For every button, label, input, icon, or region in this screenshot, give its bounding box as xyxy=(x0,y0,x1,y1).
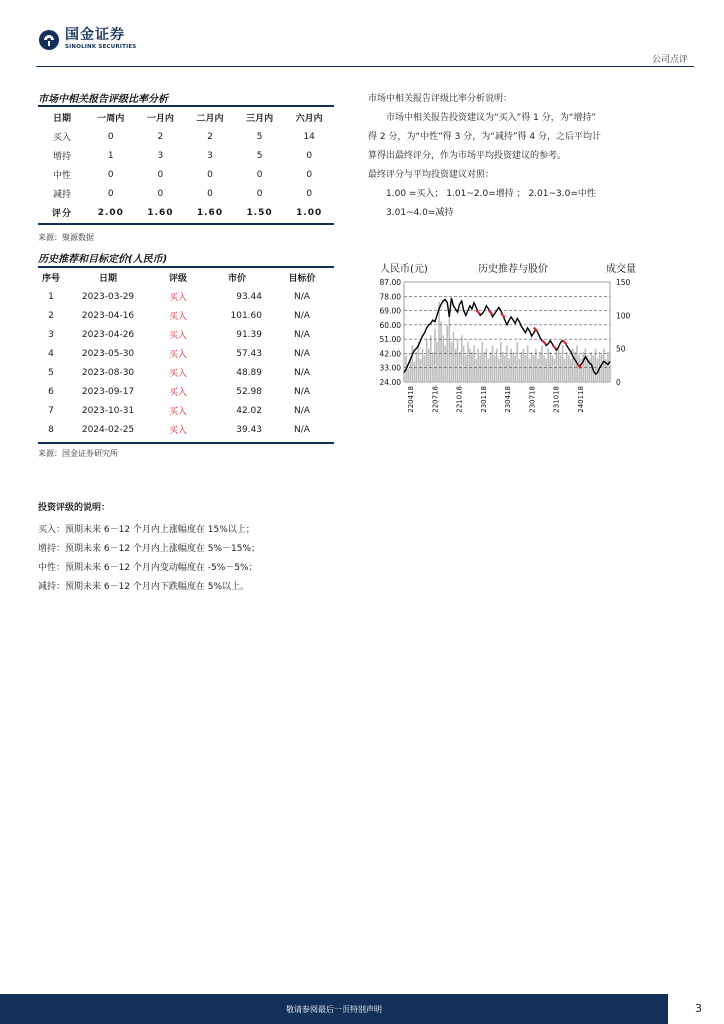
volume-bar xyxy=(554,359,556,382)
investment-rating-notes xyxy=(38,500,260,597)
volume-bar xyxy=(461,335,463,382)
volume-bar xyxy=(481,342,483,382)
rating-cell: 买入 xyxy=(168,350,187,360)
row-number: 5 xyxy=(48,367,54,378)
price-cell: 39.43 xyxy=(236,424,262,435)
footer-disclaimer: 敬请参阅最后一页特别声明 xyxy=(286,1005,382,1014)
volume-bar xyxy=(432,352,434,382)
volume-bar xyxy=(449,315,451,382)
price-cell: 101.60 xyxy=(230,310,262,321)
chart-ylabel-left: 人民币(元) xyxy=(380,264,428,275)
volume-bar xyxy=(539,352,541,382)
y-tick-label: 51.00 xyxy=(379,335,401,345)
table-cell: 0 xyxy=(107,131,114,142)
page-number: 3 xyxy=(695,1002,702,1015)
column-header: 目标价 xyxy=(288,274,316,284)
volume-bar xyxy=(574,352,576,382)
volume-bar xyxy=(562,345,564,382)
column-header: 六月内 xyxy=(295,114,323,124)
table-cell: 14 xyxy=(303,131,315,142)
column-header: 日期 xyxy=(98,274,117,284)
y-tick-label: 33.00 xyxy=(379,363,401,373)
table-row xyxy=(38,382,334,401)
chart-plot-area xyxy=(380,278,631,413)
volume-bar xyxy=(484,352,486,382)
target-cell: N/A xyxy=(294,329,310,340)
volume-bar xyxy=(529,359,531,382)
volume-bar xyxy=(545,359,547,382)
volume-bar xyxy=(500,342,502,382)
volume-bar xyxy=(564,359,566,382)
table-cell: 0 xyxy=(107,169,114,180)
volume-bar xyxy=(560,355,562,382)
table-header-row xyxy=(38,108,334,127)
rating-cell: 买入 xyxy=(168,331,187,341)
header-divider xyxy=(36,66,694,67)
rating-stats-table xyxy=(38,108,334,222)
date-cell: 2023-05-30 xyxy=(81,348,135,359)
volume-bar xyxy=(494,355,496,382)
price-cell: 52.98 xyxy=(236,386,262,397)
buy-recommendation-marker xyxy=(542,340,546,344)
table-cell: 5 xyxy=(256,150,263,161)
page-header xyxy=(0,0,724,68)
table-cell: 5 xyxy=(256,131,263,142)
row-number: 4 xyxy=(48,348,54,359)
row-number: 2 xyxy=(48,310,54,321)
volume-bar xyxy=(473,345,475,382)
volume-bar xyxy=(490,352,492,382)
volume-bar xyxy=(556,352,558,382)
volume-tick-label: 0 xyxy=(616,378,621,387)
x-tick-label: 230718 xyxy=(528,386,537,413)
row-label: 减持 xyxy=(52,190,71,200)
table-cell: 0 xyxy=(157,169,164,180)
volume-bar xyxy=(451,342,453,382)
table-row xyxy=(38,401,334,420)
volume-bar xyxy=(543,355,545,382)
volume-bar xyxy=(519,359,521,382)
volume-tick-label: 150 xyxy=(616,278,631,287)
target-cell: N/A xyxy=(294,348,310,359)
y-tick-label: 60.00 xyxy=(379,320,401,330)
volume-bar xyxy=(609,355,611,382)
price-cell: 42.02 xyxy=(236,405,262,416)
volume-tick-label: 100 xyxy=(616,311,631,321)
chart-title: 历史推荐与股价 xyxy=(478,264,548,275)
volume-bar xyxy=(541,345,543,382)
explanation-line: 3.01~4.0=减持 xyxy=(386,208,454,218)
price-cell: 93.44 xyxy=(236,291,262,302)
chart-svg xyxy=(360,256,660,431)
row-number: 8 xyxy=(48,424,54,435)
x-tick-label: 221018 xyxy=(455,386,464,413)
x-tick-label: 231018 xyxy=(552,386,561,413)
volume-bar xyxy=(506,345,508,382)
table-cell: 2 xyxy=(207,131,213,142)
volume-bar xyxy=(444,345,446,382)
volume-bar xyxy=(552,355,554,382)
score-row xyxy=(38,203,334,222)
table-row xyxy=(38,184,334,203)
score-cell: 2.00 xyxy=(97,207,124,218)
volume-bar xyxy=(566,352,568,382)
rating-stats-title: 市场中相关报告评级比率分析 xyxy=(38,94,168,105)
page-footer xyxy=(0,994,724,1024)
volume-bar xyxy=(580,359,582,382)
row-label: 买入 xyxy=(52,133,71,143)
score-cell: 1.00 xyxy=(296,207,323,218)
rating-cell: 买入 xyxy=(168,293,187,303)
table-row xyxy=(38,306,334,325)
table-row xyxy=(38,420,334,439)
investment-note-line: 买入：预期未来 6－12 个月内上涨幅度在 15%以上； xyxy=(38,525,255,535)
table-cell: 0 xyxy=(306,188,313,199)
volume-bar xyxy=(442,335,444,382)
table-cell: 2 xyxy=(157,131,164,142)
row-label: 增持 xyxy=(52,152,71,162)
row-number: 6 xyxy=(48,386,54,397)
table-header-row xyxy=(38,268,334,287)
date-cell: 2023-08-30 xyxy=(81,367,135,378)
column-header: 一周内 xyxy=(97,114,125,124)
target-cell: N/A xyxy=(294,386,310,397)
target-cell: N/A xyxy=(294,405,310,416)
history-title: 历史推荐和目标定价(人民币) xyxy=(38,254,168,265)
volume-bar xyxy=(463,345,465,382)
table-cell: 0 xyxy=(157,188,164,199)
volume-bar xyxy=(418,342,420,382)
score-cell: 1.60 xyxy=(147,207,174,218)
volume-bar xyxy=(578,355,580,382)
rating-cell: 买入 xyxy=(168,407,187,417)
y-tick-label: 78.00 xyxy=(379,292,401,302)
investment-notes-title: 投资评级的说明： xyxy=(38,503,111,513)
table-cell: 0 xyxy=(207,188,213,199)
volume-bar xyxy=(582,352,584,382)
table-cell: 0 xyxy=(306,169,313,180)
history-table-bottom-rule xyxy=(38,442,334,444)
y-tick-label: 87.00 xyxy=(379,278,401,287)
column-header: 三月内 xyxy=(246,114,274,124)
price-cell: 91.39 xyxy=(236,329,262,340)
buy-recommendation-marker xyxy=(552,345,556,349)
row-label: 评分 xyxy=(51,209,72,219)
target-cell: N/A xyxy=(294,310,310,321)
explanation-line: 最终评分与平均投资建议对照： xyxy=(368,170,495,180)
volume-bar xyxy=(477,349,479,382)
target-cell: N/A xyxy=(294,291,310,302)
table-row xyxy=(38,363,334,382)
logo-mark-icon xyxy=(38,29,60,51)
volume-bar xyxy=(426,339,428,382)
volume-bar xyxy=(459,352,461,382)
score-cell: 1.50 xyxy=(246,207,273,218)
row-number: 3 xyxy=(48,329,54,340)
rating-source-note: 来源：聚源数据 xyxy=(38,233,94,242)
column-header: 一月内 xyxy=(146,114,174,124)
volume-bar xyxy=(471,352,473,382)
volume-bar xyxy=(531,352,533,382)
date-cell: 2023-10-31 xyxy=(81,405,135,416)
volume-bar xyxy=(457,339,459,382)
table-row xyxy=(38,146,334,165)
table-cell: 3 xyxy=(207,150,213,161)
table-cell: 3 xyxy=(157,150,164,161)
investment-note-line: 增持：预期未来 6－12 个月内上涨幅度在 5%－15%； xyxy=(38,544,261,554)
x-tick-label: 220718 xyxy=(431,386,440,413)
x-tick-label: 220418 xyxy=(407,386,415,413)
explanation-line: 1.00 =买入； 1.01~2.0=增持 ； 2.01~3.0=中性 xyxy=(386,189,596,199)
volume-bar xyxy=(537,359,539,382)
volume-bar xyxy=(488,359,490,382)
volume-bar xyxy=(607,352,609,382)
date-cell: 2024-02-25 xyxy=(81,424,135,435)
volume-bar xyxy=(434,329,436,382)
explanation-line: 算得出最终评分，作为市场平均投资建议的参考。 xyxy=(368,151,567,161)
table-cell: 1 xyxy=(107,150,114,161)
y-tick-label: 69.00 xyxy=(379,306,401,316)
logo-name-cn: 国金证券 xyxy=(65,27,125,43)
rating-cell: 买入 xyxy=(168,369,187,379)
table-cell: 0 xyxy=(306,150,313,161)
table-cell: 0 xyxy=(107,188,114,199)
volume-bar xyxy=(492,345,494,382)
row-number: 1 xyxy=(48,291,54,302)
row-number: 7 xyxy=(48,405,54,416)
volume-bar xyxy=(549,352,551,382)
logo-name-en: SINOLINK SECURITIES xyxy=(65,44,137,50)
y-tick-label: 24.00 xyxy=(379,378,401,387)
row-label: 中性 xyxy=(52,171,71,181)
volume-bar xyxy=(416,352,418,382)
target-cell: N/A xyxy=(294,424,310,435)
rating-table-top-rule xyxy=(38,105,334,107)
table-row xyxy=(38,165,334,184)
chart-ylabel-right: 成交量 xyxy=(606,264,636,275)
explanation-title: 市场中相关报告评级比率分析说明： xyxy=(368,94,513,104)
date-cell: 2023-04-16 xyxy=(81,310,135,321)
rating-cell: 买入 xyxy=(168,312,187,322)
rating-cell: 买入 xyxy=(168,426,187,436)
volume-bar xyxy=(502,352,504,382)
price-cell: 57.43 xyxy=(236,348,262,359)
target-cell: N/A xyxy=(294,367,310,378)
date-cell: 2023-03-29 xyxy=(81,291,135,302)
rating-table-bottom-rule xyxy=(38,223,334,225)
history-table xyxy=(38,268,334,439)
investment-note-line: 减持：预期未来 6－12 个月内下跌幅度在 5%以上。 xyxy=(38,582,250,592)
column-header: 市价 xyxy=(227,274,246,284)
volume-bar xyxy=(521,352,523,382)
volume-bar xyxy=(430,335,432,382)
table-cell: 0 xyxy=(256,188,263,199)
buy-recommendation-marker xyxy=(563,340,567,344)
volume-bar xyxy=(547,349,549,382)
volume-bar xyxy=(570,359,572,382)
explanation-line: 得 2 分，为“中性”得 3 分，为“减持”得 4 分，之后平均计 xyxy=(368,132,601,142)
explanation-line: 市场中相关报告投资建议为“买入”得 1 分，为“增持” xyxy=(386,113,597,123)
price-cell: 48.89 xyxy=(236,367,262,378)
volume-bar xyxy=(475,359,477,382)
volume-bar xyxy=(527,345,529,382)
volume-bar xyxy=(420,359,422,382)
volume-bar xyxy=(568,355,570,382)
y-tick-label: 42.00 xyxy=(379,349,401,359)
x-tick-label: 230418 xyxy=(504,386,513,413)
volume-bar xyxy=(525,355,527,382)
history-source-note: 来源：国金证券研究所 xyxy=(38,449,118,458)
investment-note-line: 中性：预期未来 6－12 个月内变动幅度在 -5%－5%； xyxy=(38,563,258,573)
column-header: 二月内 xyxy=(196,114,224,124)
volume-bar xyxy=(517,342,519,382)
volume-bar xyxy=(407,369,409,382)
table-cell: 0 xyxy=(207,169,213,180)
document-type: 公司点评 xyxy=(651,55,688,65)
buy-recommendation-marker xyxy=(501,313,505,317)
score-cell: 1.60 xyxy=(196,207,224,218)
volume-bar xyxy=(440,322,442,382)
price-history-chart xyxy=(360,256,660,431)
volume-bar xyxy=(533,355,535,382)
volume-bar xyxy=(504,355,506,382)
column-header: 日期 xyxy=(52,114,71,124)
date-cell: 2023-04-26 xyxy=(81,329,135,340)
volume-bar xyxy=(436,342,438,382)
volume-bar xyxy=(424,355,426,382)
x-tick-label: 240118 xyxy=(577,386,585,413)
rating-explanation xyxy=(368,90,668,223)
column-header: 序号 xyxy=(41,274,60,284)
volume-bar xyxy=(411,345,413,382)
table-row xyxy=(38,344,334,363)
volume-bar xyxy=(453,332,455,382)
table-row xyxy=(38,127,334,146)
table-cell: 0 xyxy=(256,169,263,180)
volume-bar xyxy=(465,355,467,382)
volume-bar xyxy=(514,355,516,382)
table-row xyxy=(38,287,334,306)
volume-bar xyxy=(479,355,481,382)
table-row xyxy=(38,325,334,344)
company-logo xyxy=(38,28,136,51)
date-cell: 2023-09-17 xyxy=(81,386,135,397)
volume-bar xyxy=(498,359,500,382)
volume-bar xyxy=(467,342,469,382)
volume-bar xyxy=(601,355,603,382)
volume-bar xyxy=(512,352,514,382)
volume-bar xyxy=(414,362,416,382)
rating-cell: 买入 xyxy=(168,388,187,398)
x-tick-label: 230118 xyxy=(479,386,488,413)
volume-bar xyxy=(438,302,440,382)
volume-tick-label: 50 xyxy=(616,344,626,354)
column-header: 评级 xyxy=(168,274,187,284)
volume-bar xyxy=(508,359,510,382)
